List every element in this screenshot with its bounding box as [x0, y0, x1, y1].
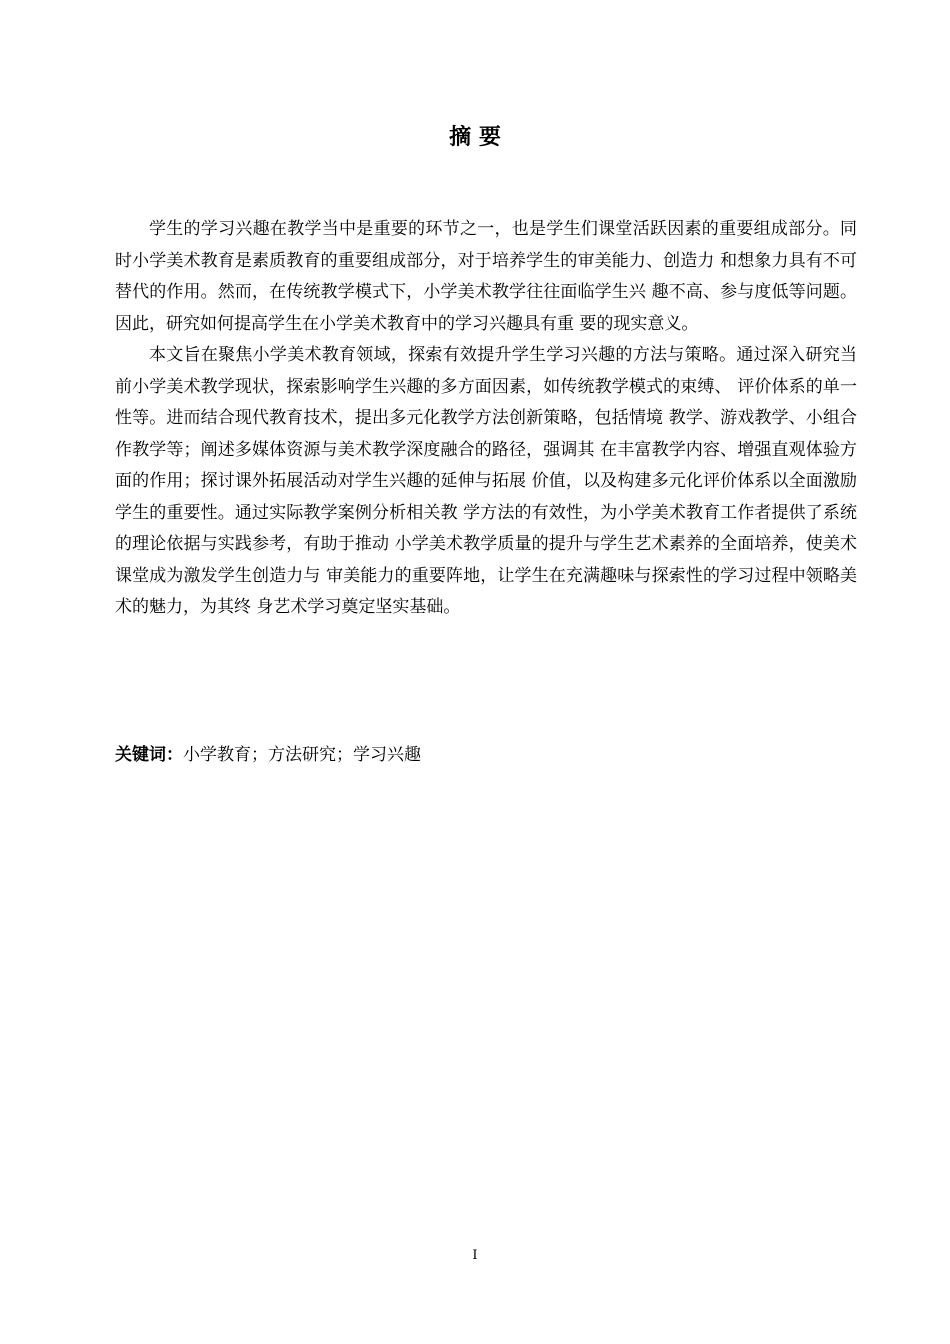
abstract-body: [115, 214, 857, 624]
abstract-paragraph-2: 本文旨在聚焦小学美术教育领域，探索有效提升学生学习兴趣的方法与策略。通过深入研究当前小学美术教学现状，探索影响学生兴趣的多方面因素，如传统教学模式的束缚、 评价体系的单一性等。进而结合现代教育技术，提出多元化教学方法创新策略，包括情境 教学、游戏教学、小组合作教学等；阐述多媒体资源与美术教学深度融合的路径，强调其 在丰富教学内容、增强直观体验方面的作用；探讨课外拓展活动对学生兴趣的延伸与拓展 价值，以及构建多元化评价体系以全面激励学生的重要性。通过实际教学案例分析相关教 学方法的有效性，为小学美术教育工作者提供了系统的理论依据与实践参考，有助于推动 小学美术教学质量的提升与学生艺术素养的全面培养，使美术课堂成为激发学生创造力与 审美能力的重要阵地，让学生在充满趣味与探索性的学习过程中领略美术的魅力，为其终 身艺术学习奠定坚实基础。: [115, 345, 857, 617]
keywords-label: 关键词：: [115, 745, 183, 765]
abstract-title: 摘 要: [449, 125, 501, 150]
keywords-line: [115, 741, 857, 769]
abstract-paragraph-1: 学生的学习兴趣在教学当中是重要的环节之一，也是学生们课堂活跃因素的重要组成部分。同时小学美术教育是素质教育的重要组成部分，对于培养学生的审美能力、创造力 和想象力具有不可替代的作用。然而，在传统教学模式下，小学美术教学往往面临学生兴 趣不高、参与度低等问题。因此，研究如何提高学生在小学美术教育中的学习兴趣具有重 要的现实意义。: [115, 219, 857, 334]
keywords-value: 小学教育；方法研究；学习兴趣: [183, 745, 421, 765]
page-number: I: [472, 1248, 478, 1263]
